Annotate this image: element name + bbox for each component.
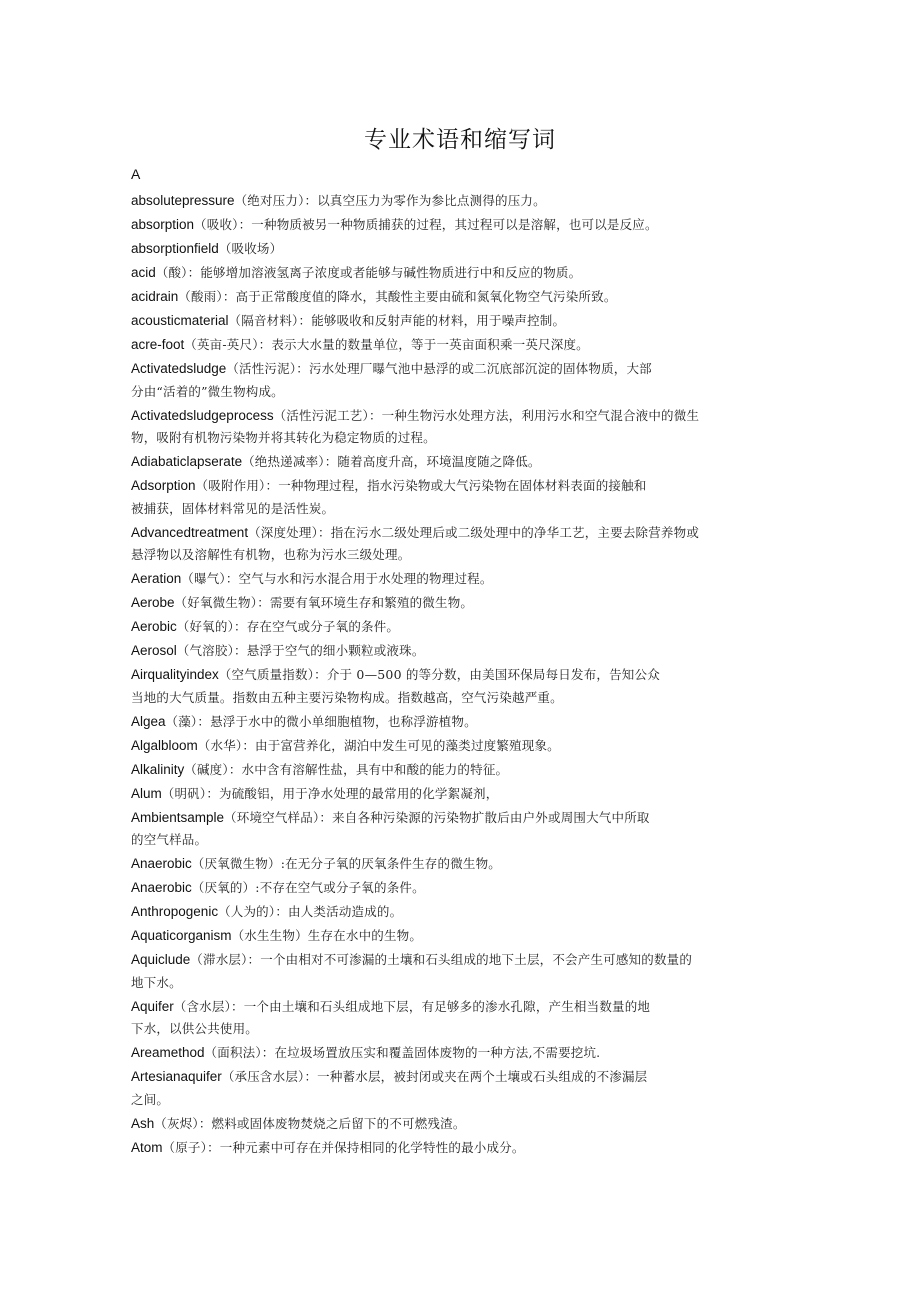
glossary-entry: [131, 901, 781, 924]
glossary-entry: [131, 190, 781, 213]
entry-definition: （深度处理）：指在污水二级处理后或二级处理中的净华工艺，主要去除营养物或: [248, 524, 700, 540]
glossary-entry: [131, 996, 781, 1041]
entry-definition-continued: 物，吸附有机物污染物并将其转化为稳定物质的过程。: [131, 430, 436, 445]
glossary-entry: [131, 334, 781, 357]
glossary-entry: [131, 451, 781, 474]
entry-definition: （英亩-英尺）：表示大水量的数量单位，等于一英亩面积乘一英尺深度。: [184, 337, 589, 352]
glossary-entry: [131, 735, 781, 758]
entry-term: Aerobic: [131, 619, 177, 634]
entry-term: Adsorption: [131, 478, 196, 493]
glossary-entry: [131, 522, 781, 567]
entry-term: Anaerobic: [131, 880, 192, 895]
page-title: 专业术语和缩写词: [364, 127, 556, 153]
entry-term: Adiabaticlapserate: [131, 454, 243, 469]
glossary-entry: [131, 1113, 781, 1136]
entry-definition: （碱度）：水中含有溶解性盐，具有中和酸的能力的特征。: [184, 761, 509, 777]
entry-definition: （曝气）：空气与水和污水混合用于水处理的物理过程。: [181, 571, 493, 586]
entry-definition: （吸收）：一种物质被另一种物质捕获的过程，其过程可以是溶解，也可以是反应。: [194, 217, 658, 232]
entry-term: Ambientsample: [131, 809, 225, 825]
entry-definition: （隔音材料）：能够吸收和反射声能的材料，用于噪声控制。: [228, 313, 566, 328]
entry-definition-continued: 之间。: [131, 1091, 170, 1107]
entry-definition: （厌氧的）:不存在空气或分子氧的条件。: [191, 880, 425, 895]
entry-term: acousticmaterial: [131, 313, 229, 328]
entry-term: Artesianaquifer: [131, 1069, 222, 1084]
glossary-entry: [131, 310, 781, 333]
entry-term: Activatedsludge: [131, 361, 227, 376]
entry-term: Algea: [131, 713, 166, 729]
glossary-entry: [131, 238, 781, 261]
glossary-entry: [131, 358, 781, 403]
entry-term: Aeration: [131, 571, 182, 586]
entry-definition: （含水层）：一个由土壤和石头组成地下层，有足够多的渗水孔隙，产生相当数量的地: [173, 998, 651, 1014]
glossary-entry: [131, 853, 781, 876]
entry-term: Atom: [131, 1139, 163, 1155]
entry-definition: （好氧的）：存在空气或分子氧的条件。: [176, 619, 400, 634]
entry-definition: （吸附作用）：一种物理过程，指水污染物或大气污染物在固体材料表面的接触和: [195, 478, 647, 493]
glossary-entry: [131, 616, 781, 639]
glossary-entry: [131, 877, 781, 900]
entry-definition: （绝对压力）：以真空压力为零作为参比点测得的压力。: [234, 193, 546, 208]
entry-term: Aerobe: [131, 595, 175, 610]
entry-definition-continued: 分由“活着的”微生物构成。: [131, 383, 284, 399]
entry-definition: （明矾）：为硫酸铝，用于净水处理的最常用的化学絮凝剂，: [161, 785, 499, 801]
entry-term: Aquifer: [131, 998, 174, 1014]
glossary-entry: [131, 592, 781, 615]
entry-definition: （承压含水层）：一种蓄水层，被封闭或夹在两个土壤或石头组成的不渗漏层: [221, 1069, 648, 1084]
entry-term: Anaerobic: [131, 856, 192, 871]
entry-definition: （面积法）：在垃圾场置放压实和覆盖固体废物的一种方法,不需要挖坑.: [204, 1045, 601, 1060]
entry-definition: （酸）：能够增加溶液氢离子浓度或者能够与碱性物质进行中和反应的物质。: [155, 265, 582, 280]
entry-term: Alkalinity: [131, 761, 185, 777]
entry-definition: （绝热递减率）：随着高度升高，环境温度随之降低。: [242, 454, 541, 469]
entry-definition: （水生生物）生存在水中的生物。: [231, 928, 423, 943]
entry-term: Aerosol: [131, 643, 177, 658]
glossary-list: [131, 190, 781, 1161]
entry-definition-continued: 当地的大气质量。指数由五种主要污染物构成。指数越高，空气污染越严重。: [131, 689, 563, 705]
glossary-entry: [131, 949, 781, 994]
entry-definition-continued: 的空气样品。: [131, 832, 208, 847]
glossary-entry: [131, 475, 781, 520]
entry-definition: （酸雨）：高于正常酸度值的降水，其酸性主要由硫和氮氧化物空气污染所致。: [178, 289, 617, 304]
entry-term: absolutepressure: [131, 193, 235, 208]
entry-term: Anthropogenic: [131, 904, 219, 919]
glossary-entry: [131, 640, 781, 663]
entry-definition: （厌氧微生物）:在无分子氧的厌氧条件生存的微生物。: [191, 856, 502, 871]
entry-definition-continued: 被捕获，固体材料常见的是活性炭。: [131, 500, 335, 516]
section-letter: A: [131, 166, 141, 182]
entry-definition: （灰烬）：燃料或固体废物焚烧之后留下的不可燃残渣。: [154, 1115, 466, 1131]
entry-term: Alum: [131, 785, 162, 801]
entry-term: acre-foot: [131, 337, 185, 352]
entry-term: acidrain: [131, 289, 179, 304]
entry-term: Algalbloom: [131, 737, 198, 753]
entry-term: Areamethod: [131, 1045, 205, 1060]
glossary-entry: [131, 807, 781, 852]
entry-term: absorption: [131, 217, 195, 232]
entry-definition-continued: 下水，以供公共使用。: [131, 1021, 259, 1036]
glossary-entry: [131, 711, 781, 734]
entry-term: Activatedsludgeprocess: [131, 407, 274, 423]
glossary-entry: [131, 568, 781, 591]
glossary-entry: [131, 1066, 781, 1111]
entry-definition: （原子）：一种元素中可存在并保持相同的化学特性的最小成分。: [162, 1139, 525, 1155]
entry-definition: （环境空气样品）：来自各种污染源的污染物扩散后由户外或周围大气中所取: [224, 809, 650, 825]
entry-term: Airqualityindex: [131, 667, 219, 682]
glossary-entry: [131, 759, 781, 782]
entry-definition: （好氧微生物）：需要有氧环境生存和繁殖的微生物。: [174, 595, 474, 610]
glossary-entry: [131, 286, 781, 309]
glossary-entry: [131, 214, 781, 237]
entry-term: Advancedtreatment: [131, 524, 249, 540]
entry-definition-continued: 悬浮物以及溶解性有机物，也称为污水三级处理。: [131, 547, 411, 562]
entry-definition: （空气质量指数）：介于 0—500 的等分数，由美国环保局每日发布，告知公众: [218, 667, 660, 682]
entry-definition: （水华）：由于富营养化，湖泊中发生可见的藻类过度繁殖现象。: [197, 737, 560, 753]
entry-definition: （人为的）：由人类活动造成的。: [218, 904, 403, 919]
entry-definition: （藻）：悬浮于水中的微小单细胞植物，也称浮游植物。: [165, 713, 477, 729]
glossary-entry: [131, 664, 781, 709]
entry-term: Aquaticorganism: [131, 928, 232, 943]
glossary-entry: [131, 1042, 781, 1065]
entry-definition: （活性污泥）：污水处理厂曝气池中悬浮的或二沉底部沉淀的固体物质，大部: [226, 361, 652, 376]
entry-definition: （气溶胶）：悬浮于空气的细小颗粒或液珠。: [176, 643, 425, 658]
glossary-entry: [131, 262, 781, 285]
entry-definition: （滞水层）：一个由相对不可渗漏的土壤和石头组成的地下土层，不会产生可感知的数量的: [190, 952, 693, 967]
entry-term: acid: [131, 265, 156, 280]
glossary-entry: [131, 783, 781, 806]
entry-term: absorptionfield: [131, 241, 219, 256]
glossary-entry: [131, 405, 781, 450]
entry-definition: （吸收场）: [218, 241, 283, 256]
entry-definition: （活性污泥工艺）：一种生物污水处理方法，利用污水和空气混合液中的微生: [273, 407, 700, 423]
glossary-entry: [131, 1137, 781, 1160]
entry-term: Aquiclude: [131, 952, 191, 967]
glossary-entry: [131, 925, 781, 948]
entry-definition-continued: 地下水。: [131, 974, 182, 990]
entry-term: Ash: [131, 1115, 155, 1131]
